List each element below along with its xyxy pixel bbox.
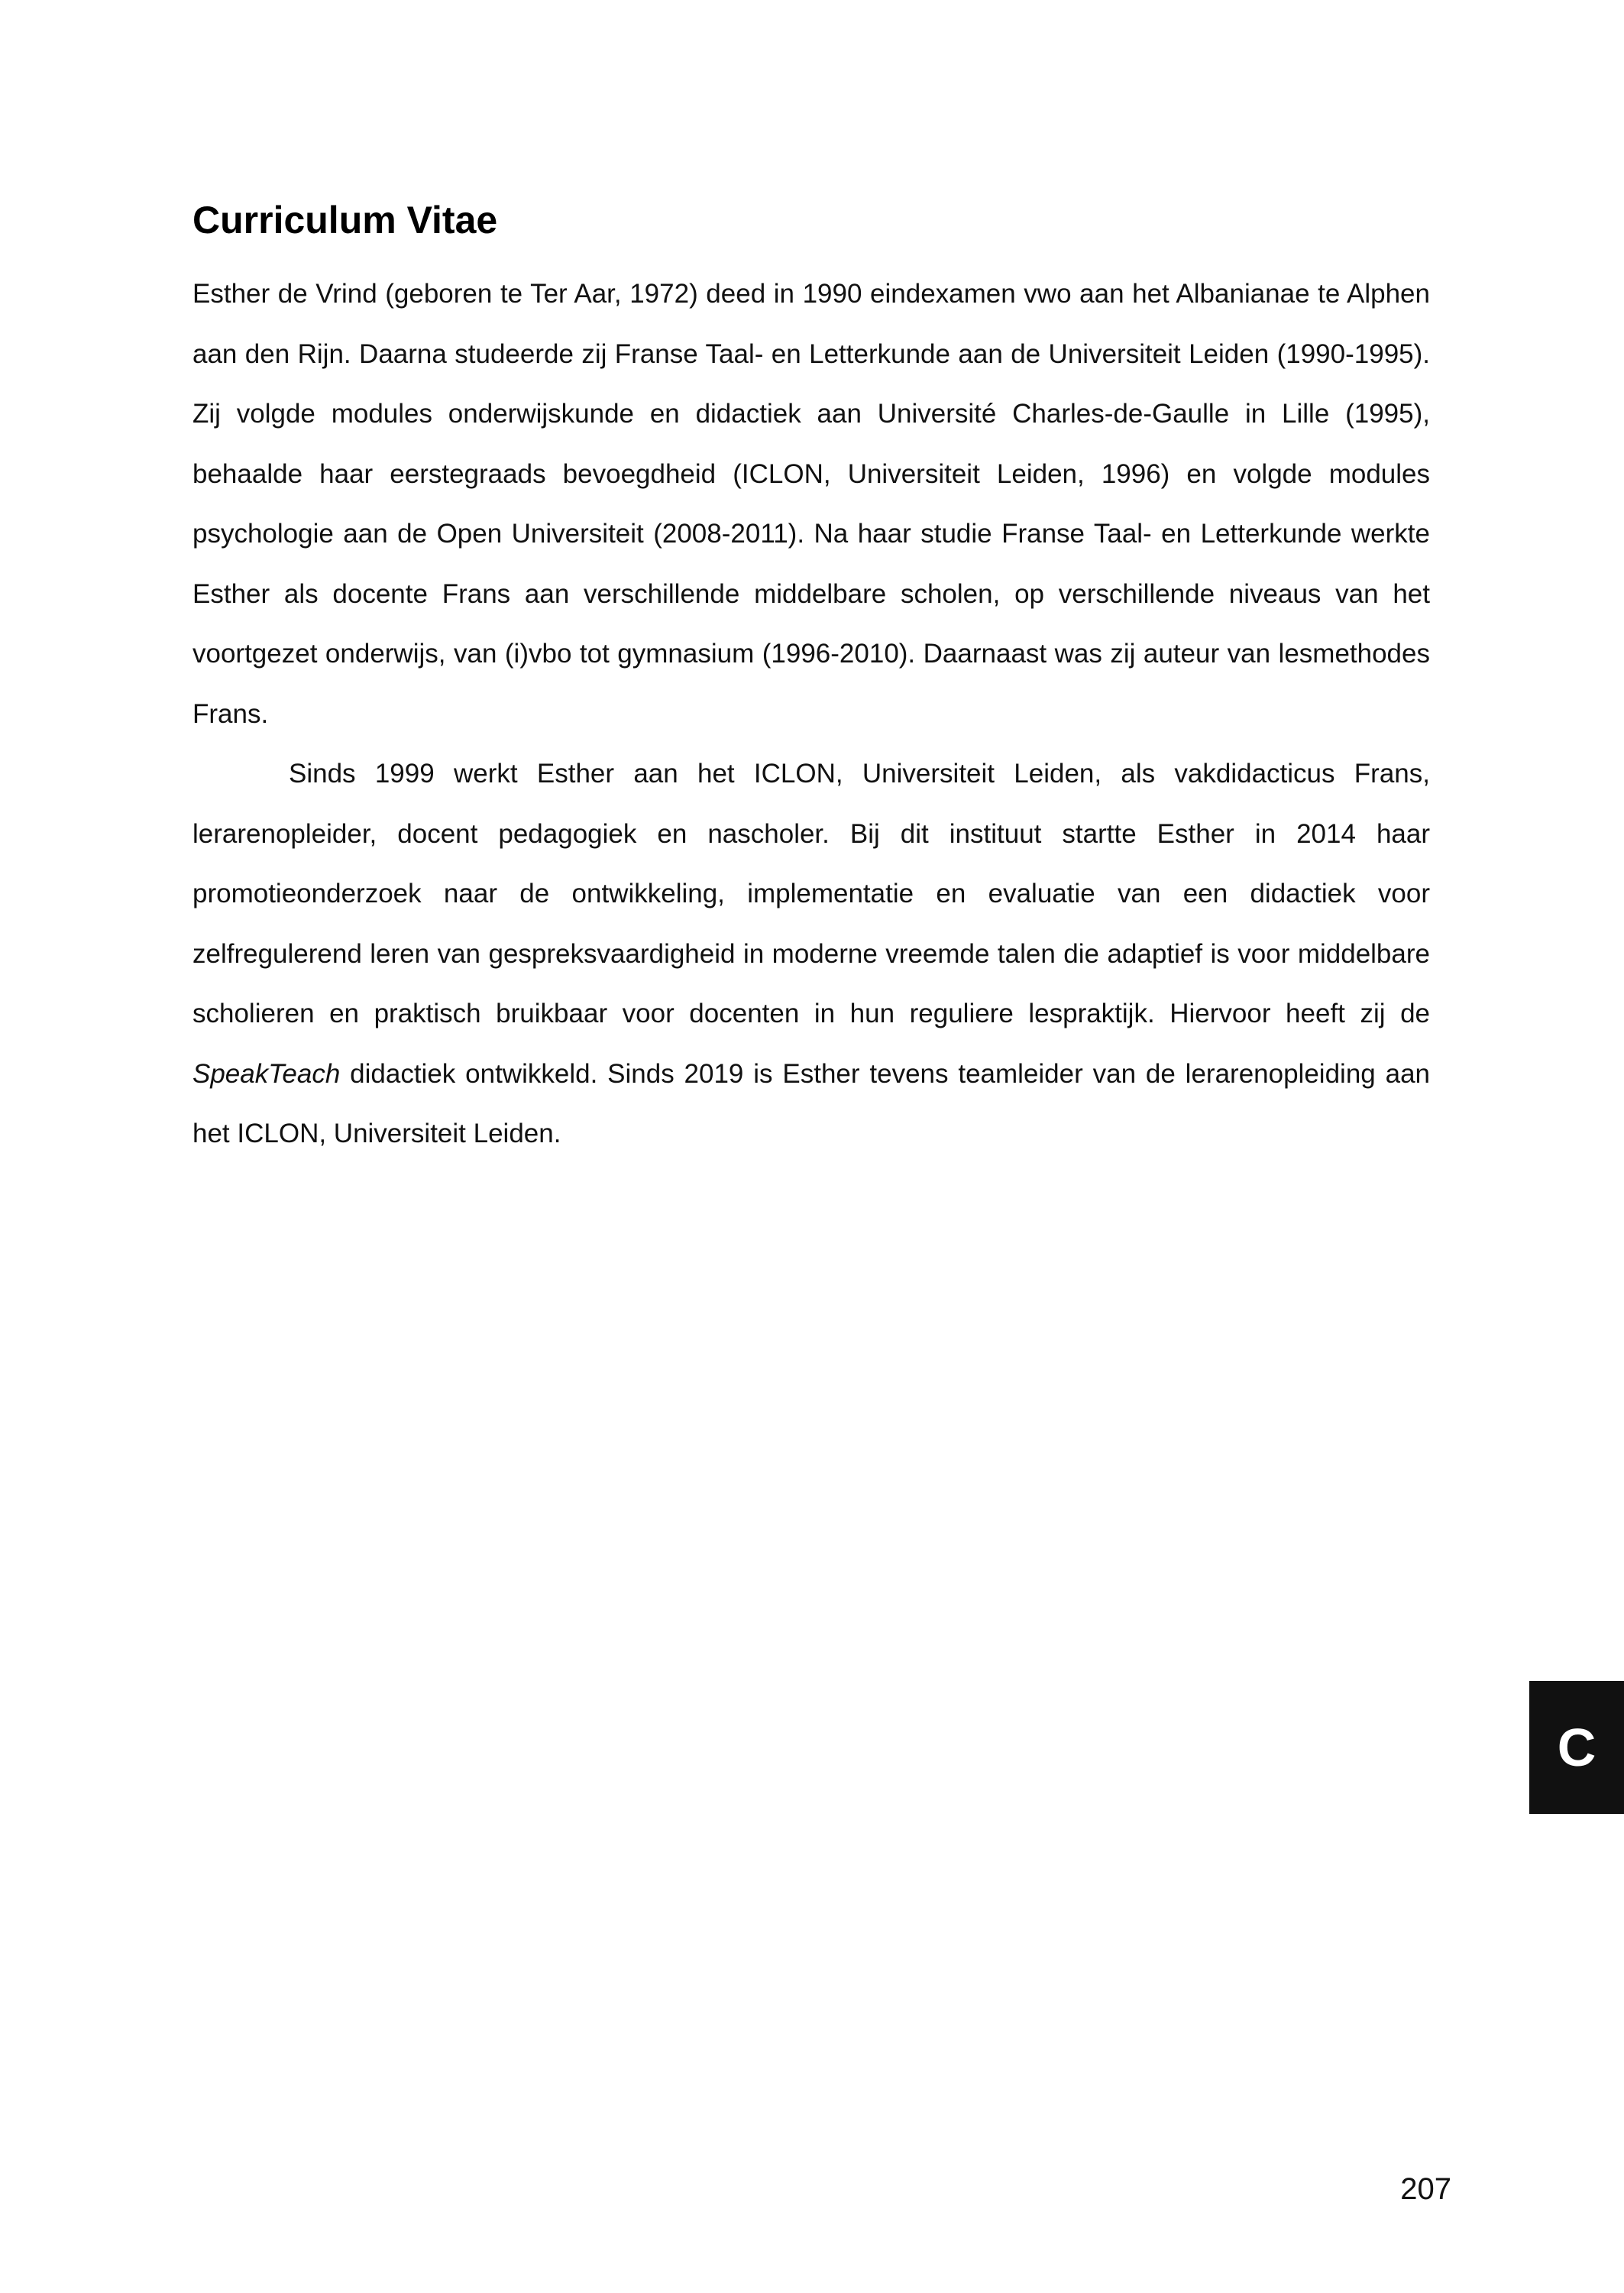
cv-body [192,264,1430,1164]
paragraph-career [192,744,1430,1164]
chapter-tab: C [1529,1681,1624,1814]
page-number: 207 [1400,2172,1451,2206]
page-title: Curriculum Vitae [192,199,498,241]
paragraph-career-text-2: didactiek ontwikkeld. Sinds 2019 is Esther tevens teamleider van de lerarenopleiding aan het ICLON, Universiteit Leiden. [192,1058,1430,1148]
paragraph-career-text-1: Sinds 1999 werkt Esther aan het ICLON, Universiteit Leiden, als vakdidacticus Frans, lerarenopleider, docent pedagogiek en nascholer. Bij dit instituut startte Esther in 2014 haar promotieonderzoek naar de ontwikkeling, implementatie en evaluatie van een didactiek voor zelfregulerend leren van gespreksvaardigheid in moderne vreemde talen die adaptief is voor middelbare scholieren en praktisch bruikbaar voor docenten in hun reguliere lespraktijk. Hiervoor heeft zij de [192,759,1430,1028]
speakteach-emphasis: SpeakTeach [192,1058,341,1089]
paragraph-education: Esther de Vrind (geboren te Ter Aar, 1972) deed in 1990 eindexamen vwo aan het Albanianae te Alphen aan den Rijn. Daarna studeerde zij Franse Taal- en Letterkunde aan de Universiteit Leiden (1990-1995). Zij volgde modules onderwijskunde en didactiek aan Université Charles-de-Gaulle in Lille (1995), behaalde haar eerstegraads bevoegdheid (ICLON, Universiteit Leiden, 1996) en volgde modules psychologie aan de Open Universiteit (2008-2011). Na haar studie Franse Taal- en Letterkunde werkte Esther als docente Frans aan verschillende middelbare scholen, op verschillende niveaus van het voortgezet onderwijs, van (i)vbo tot gymnasium (1996-2010). Daarnaast was zij auteur van lesmethodes Frans. [192,279,1430,729]
